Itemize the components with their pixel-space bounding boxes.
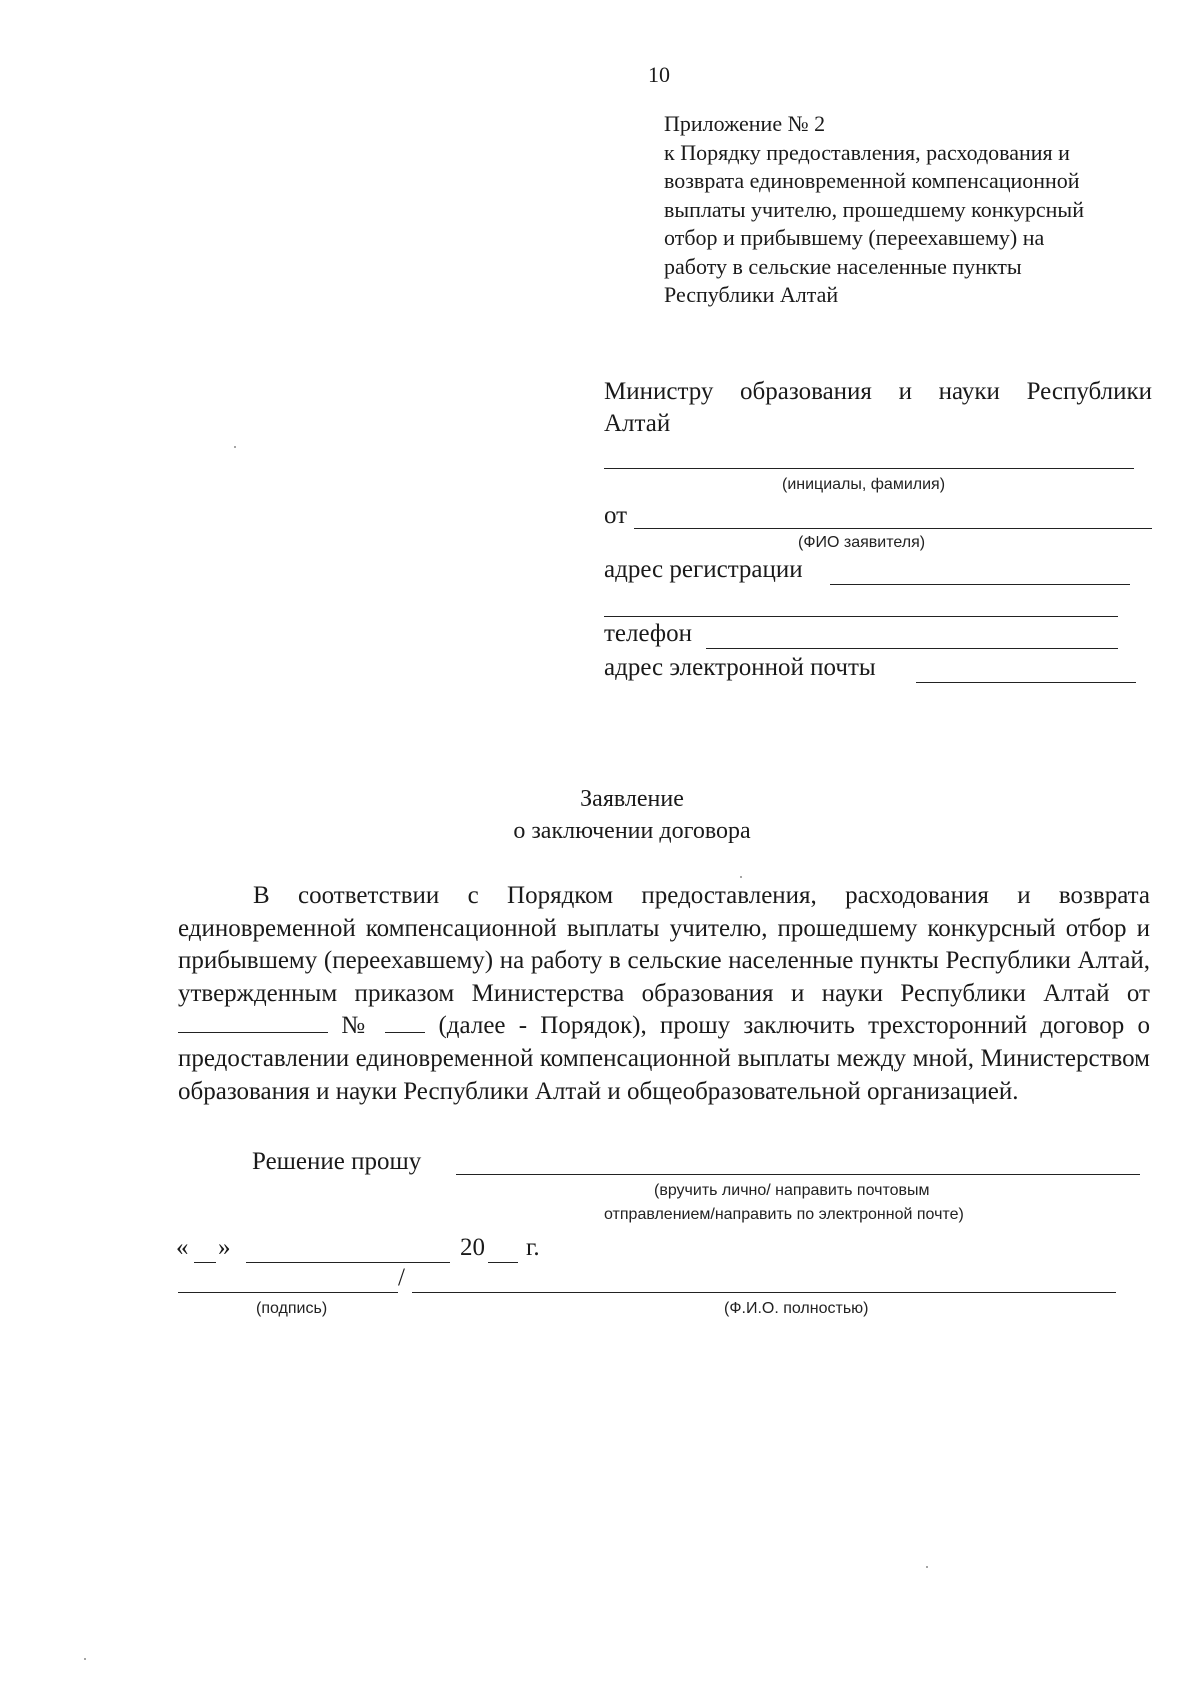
initials-caption: (инициалы, фамилия) [782, 476, 946, 493]
decision-label: Решение прошу [252, 1148, 422, 1175]
scan-speck [84, 1658, 86, 1660]
appendix-line: возврата единовременной компенсационной [664, 168, 1080, 193]
body-text-part2: (далее - Порядок), прошу заключить трехсторонний договор о предоставлении единовременной компенсационной выплаты между мной, Министерством образования и науки Республики Алтай и общеобразовательной организацией. [178, 1012, 1151, 1105]
scan-speck [740, 876, 742, 878]
scan-speck [926, 1566, 928, 1568]
from-label: от [604, 502, 628, 529]
decision-caption-1: (вручить лично/ направить почтовым [654, 1182, 930, 1199]
signature-separator: / [398, 1264, 405, 1291]
address-label: адрес регистрации [604, 556, 803, 583]
date-close-quote: » [218, 1234, 231, 1261]
day-field[interactable] [194, 1262, 216, 1263]
appendix-line: к Порядку предоставления, расходования и [664, 139, 1070, 165]
number-sign: № [341, 1012, 373, 1040]
document-title: Заявление [580, 786, 684, 812]
year-suffix: г. [526, 1234, 540, 1261]
body-paragraph [178, 880, 1150, 1108]
email-line[interactable] [916, 682, 1136, 683]
decision-caption-2: отправлением/направить по электронной почте) [604, 1206, 964, 1223]
decision-line[interactable] [456, 1174, 1140, 1175]
email-label: адрес электронной почты [604, 654, 876, 681]
appendix-block [664, 110, 1184, 310]
month-field[interactable] [246, 1262, 450, 1263]
year-field[interactable] [488, 1262, 518, 1263]
appendix-line: работу в сельские населенные пункты [664, 253, 1022, 279]
appendix-line: Республики Алтай [664, 282, 839, 307]
full-name-caption: (Ф.И.О. полностью) [724, 1300, 869, 1317]
phone-label: телефон [604, 620, 692, 647]
signature-caption: (подпись) [256, 1300, 328, 1317]
order-date-field[interactable] [178, 1012, 328, 1033]
addressee-text: Министру образования и науки Республики Алтай [604, 378, 1152, 437]
year-prefix: 20 [460, 1234, 485, 1261]
page-number: 10 [648, 62, 670, 87]
address-line[interactable] [830, 584, 1130, 585]
appendix-line: отбор и прибывшему (переехавшему) на [664, 225, 1045, 250]
body-text-part1: В соответствии с Порядком предоставления, расходования и возврата единовременной компенсационной выплаты учителю, прошедшему конкурсный отбор и прибывшему (переехавшему) на работу в сельские населенные пункты Республики Алтай, утвержденным приказом Министерства образования и науки Республики Алтай от [178, 882, 1150, 1007]
document-subtitle: о заключении договора [513, 818, 751, 844]
address-line-2[interactable] [604, 616, 1118, 617]
applicant-name-line[interactable] [634, 528, 1152, 529]
applicant-caption: (ФИО заявителя) [798, 534, 926, 551]
appendix-line: выплаты учителю, прошедшему конкурсный [664, 196, 1084, 222]
appendix-line: Приложение № 2 [664, 111, 826, 136]
date-open-quote: « [176, 1234, 189, 1261]
scan-speck [234, 446, 236, 448]
phone-line[interactable] [706, 648, 1118, 649]
signature-line[interactable] [178, 1292, 398, 1293]
full-name-line[interactable] [412, 1292, 1116, 1293]
order-number-field[interactable] [385, 1012, 425, 1033]
addressee-block [604, 376, 1152, 440]
initials-line[interactable] [604, 468, 1134, 469]
